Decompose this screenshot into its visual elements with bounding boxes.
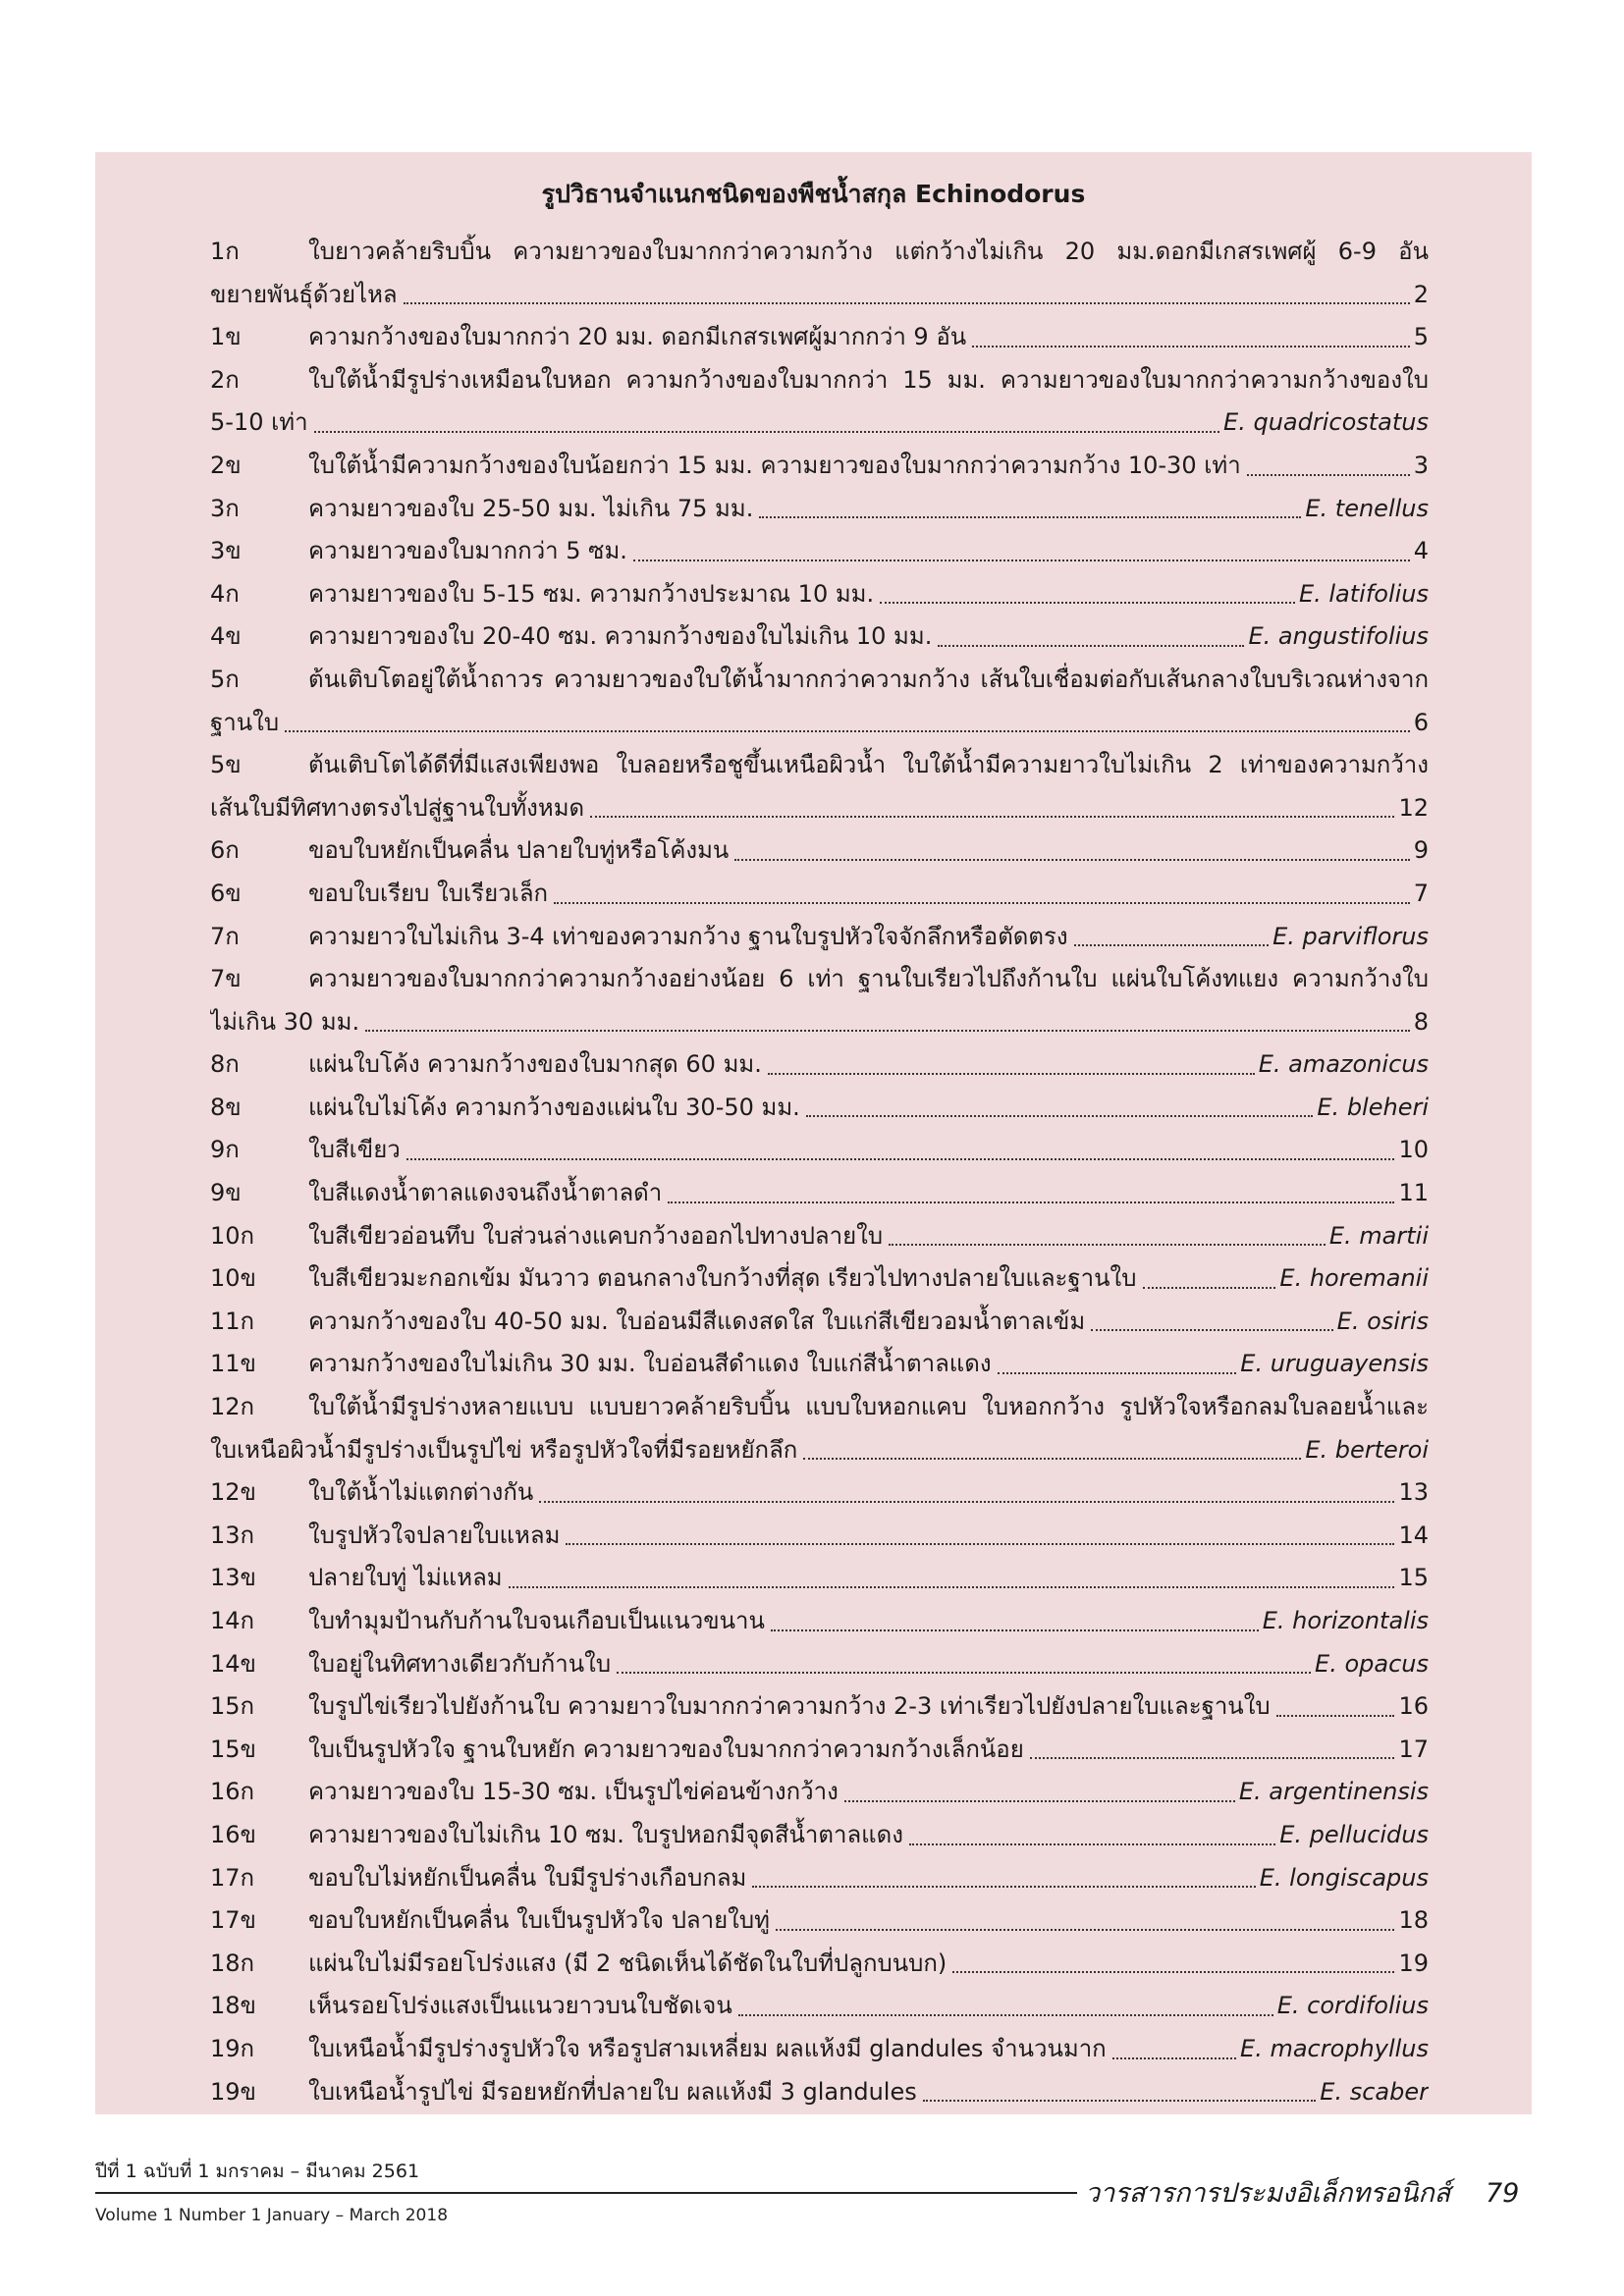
dot-leader xyxy=(554,873,1410,904)
dot-leader xyxy=(759,488,1301,519)
key-couplet xyxy=(95,1899,1532,1943)
key-couplet xyxy=(95,1343,1532,1386)
species-result: E. tenellus xyxy=(1305,494,1429,522)
dot-leader xyxy=(633,530,1410,561)
goto-couplet: 18 xyxy=(1398,1906,1429,1935)
key-couplet xyxy=(95,359,1532,445)
key-couplet xyxy=(95,2071,1532,2114)
identification-key-box xyxy=(95,152,1532,2114)
dot-leader xyxy=(738,1985,1273,2016)
couplet-description: ใบสีแดงน้ำตาลแดงจนถึงน้ำตาลดำ xyxy=(308,1179,663,1207)
key-couplet xyxy=(95,1814,1532,1857)
couplet-number: 10ข xyxy=(210,1264,256,1293)
couplet-description: ความกว้างของใบมากกว่า 20 มม. ดอกมีเกสรเพศผู้มากกว่า 9 อัน xyxy=(308,323,967,351)
goto-couplet: 9 xyxy=(1413,836,1429,865)
dot-leader xyxy=(972,316,1410,347)
goto-couplet: 10 xyxy=(1398,1136,1429,1164)
couplet-number: 9ข xyxy=(210,1179,242,1207)
couplet-number: 12ก xyxy=(210,1393,255,1421)
goto-couplet: 5 xyxy=(1413,323,1429,351)
couplet-description: ความยาวใบไม่เกิน 3-4 เท่าของความกว้าง ฐานใบรูปหัวใจจักลึกหรือตัดตรง xyxy=(308,922,1068,950)
key-couplet xyxy=(95,1471,1532,1515)
couplet-description: ความกว้างของใบไม่เกิน 30 มม. ใบอ่อนสีดำแดง ใบแก่สีน้ำตาลแดง xyxy=(308,1350,992,1378)
couplet-description: ความยาวของใบมากกว่า 5 ซม. xyxy=(308,537,627,565)
couplet-description: ใบเหนือน้ำมีรูปร่างรูปหัวใจ หรือรูปสามเหลี่ยม ผลแห้งมี glandules จำนวนมาก xyxy=(308,2034,1107,2062)
couplet-number: 18ข xyxy=(210,1992,256,2020)
couplet-description-continued: ใบเหนือผิวน้ำมีรูปร่างเป็นรูปไข่ หรือรูปหัวใจที่มีรอยหยักลึก xyxy=(210,1435,798,1464)
couplet-description: ต้นเติบโตอยู่ใต้น้ำถาวร ความยาวของใบใต้น้ำมากกว่าความกว้าง เส้นใบเชื่อมต่อกับเส้นกลางใบบริเวณห่างจาก xyxy=(308,665,1429,693)
dot-leader xyxy=(880,573,1295,605)
key-couplet xyxy=(95,445,1532,488)
couplet-description: ปลายใบทู่ ไม่แหลม xyxy=(308,1564,503,1592)
dot-leader xyxy=(1030,1729,1395,1760)
species-result: E. martii xyxy=(1328,1221,1429,1250)
species-result: E. quadricostatus xyxy=(1223,408,1429,437)
couplet-description: ใบเป็นรูปหัวใจ ฐานใบหยัก ความยาวของใบมากกว่าความกว้างเล็กน้อย xyxy=(308,1735,1024,1763)
key-couplet xyxy=(95,1985,1532,2028)
couplet-number: 11ข xyxy=(210,1350,256,1378)
page-number: 79 xyxy=(1486,2178,1520,2209)
key-couplet xyxy=(95,1215,1532,1258)
issue-thai: ปีที่ 1 ฉบับที่ 1 มกราคม – มีนาคม 2561 xyxy=(95,2161,420,2182)
dot-leader xyxy=(509,1557,1395,1588)
couplet-number: 8ก xyxy=(210,1050,240,1079)
couplet-description: ใบสีเขียว xyxy=(308,1136,401,1164)
couplet-description: ใบสีเขียวอ่อนทึบ ใบส่วนล่างแคบกว้างออกไปทางปลายใบ xyxy=(308,1221,884,1250)
couplet-description: ความยาวของใบไม่เกิน 10 ซม. ใบรูปหอกมีจุดสีน้ำตาลแดง xyxy=(308,1820,903,1848)
key-couplet xyxy=(95,1771,1532,1814)
dot-leader xyxy=(365,1001,1410,1033)
couplet-description-continued: ฐานใบ xyxy=(210,708,280,736)
species-result: E. bleheri xyxy=(1317,1093,1429,1121)
goto-couplet: 4 xyxy=(1413,537,1429,565)
couplet-number: 7ข xyxy=(210,965,242,993)
couplet-number: 4ข xyxy=(210,622,242,651)
couplet-description: ความยาวของใบ 15-30 ซม. เป็นรูปไข่ค่อนข้างกว้าง xyxy=(308,1778,839,1806)
key-couplet xyxy=(95,316,1532,359)
couplet-number: 2ข xyxy=(210,451,242,479)
couplet-description: ใบอยู่ในทิศทางเดียวกับก้านใบ xyxy=(308,1649,612,1678)
dot-leader xyxy=(668,1172,1394,1203)
dot-leader xyxy=(539,1471,1394,1503)
couplet-description: แผ่นใบไม่โค้ง ความกว้างของแผ่นใบ 30-50 มม. xyxy=(308,1093,800,1121)
goto-couplet: 12 xyxy=(1398,793,1429,822)
species-result: E. parviflorus xyxy=(1272,922,1429,950)
dot-leader xyxy=(314,401,1219,433)
couplet-description: ใบใต้น้ำไม่แตกต่างกัน xyxy=(308,1478,534,1507)
dot-leader xyxy=(771,1600,1259,1631)
couplet-number: 15ก xyxy=(210,1692,255,1721)
dot-leader xyxy=(1143,1257,1276,1289)
couplet-number: 1ข xyxy=(210,323,242,351)
couplet-description: ความยาวของใบ 20-40 ซม. ความกว้างของใบไม่เกิน 10 มม. xyxy=(308,622,933,651)
key-couplet xyxy=(95,1557,1532,1600)
species-result: E. scaber xyxy=(1320,2077,1429,2106)
couplet-description: ใบใต้น้ำมีความกว้างของใบน้อยกว่า 15 มม. ความยาวของใบมากกว่าความกว้าง 10-30 เท่า xyxy=(308,451,1241,479)
goto-couplet: 8 xyxy=(1413,1007,1429,1036)
goto-couplet: 3 xyxy=(1413,451,1429,479)
key-couplet xyxy=(95,1172,1532,1215)
key-couplet xyxy=(95,530,1532,573)
key-couplet xyxy=(95,916,1532,959)
couplet-number: 11ก xyxy=(210,1307,255,1335)
dot-leader xyxy=(285,702,1410,733)
key-couplet xyxy=(95,1043,1532,1087)
couplet-description-continued: เส้นใบมีทิศทางตรงไปสู่ฐานใบทั้งหมด xyxy=(210,793,585,822)
dot-leader xyxy=(734,829,1409,861)
couplet-number: 6ข xyxy=(210,879,242,907)
species-result: E. angustifolius xyxy=(1248,622,1429,651)
goto-couplet: 11 xyxy=(1398,1179,1429,1207)
dot-leader xyxy=(617,1643,1311,1675)
key-couplet xyxy=(95,231,1532,316)
dot-leader xyxy=(1112,2028,1236,2059)
dot-leader xyxy=(909,1814,1275,1845)
couplet-description: แผ่นใบโค้ง ความกว้างของใบมากสุด 60 มม. xyxy=(308,1050,762,1079)
key-couplet xyxy=(95,1857,1532,1900)
dot-leader xyxy=(1247,445,1410,476)
dot-leader xyxy=(406,1129,1395,1160)
species-result: E. opacus xyxy=(1315,1649,1429,1678)
couplet-description: แผ่นใบไม่มีรอยโปร่งแสง (มี 2 ชนิดเห็นได้ชัดในใบที่ปลูกบนบก) xyxy=(308,1949,947,1977)
couplet-number: 1ก xyxy=(210,238,240,265)
key-couplet xyxy=(95,1515,1532,1558)
key-couplet xyxy=(95,488,1532,531)
couplet-description: ความยาวของใบ 25-50 มม. ไม่เกิน 75 มม. xyxy=(308,494,754,522)
dot-leader xyxy=(803,1429,1301,1461)
dot-leader xyxy=(889,1215,1326,1247)
couplet-description: ความยาวของใบมากกว่าความกว้างอย่างน้อย 6 เท่า ฐานใบเรียวไปถึงก้านใบ แผ่นใบโค้งทแยง ความกว้างใบ xyxy=(308,965,1429,993)
couplet-description: ความกว้างของใบ 40-50 มม. ใบอ่อนมีสีแดงสดใส ใบแก่สีเขียวอมน้ำตาลเข้ม xyxy=(308,1307,1086,1335)
couplet-description: ใบสีเขียวมะกอกเข้ม มันวาว ตอนกลางใบกว้างที่สุด เรียวไปทางปลายใบและฐานใบ xyxy=(308,1264,1137,1293)
couplet-number: 3ก xyxy=(210,494,240,522)
species-result: E. longiscapus xyxy=(1259,1863,1429,1892)
couplet-number: 3ข xyxy=(210,537,242,565)
couplet-description: ขอบใบหยักเป็นคลื่น ปลายใบทู่หรือโค้งมน xyxy=(308,836,730,865)
key-couplet xyxy=(95,829,1532,873)
couplet-description: ใบรูปไข่เรียวไปยังก้านใบ ความยาวใบมากกว่าความกว้าง 2-3 เท่าเรียวไปยังปลายใบและฐานใบ xyxy=(308,1692,1271,1721)
species-result: E. horemanii xyxy=(1279,1264,1429,1293)
key-couplet xyxy=(95,1257,1532,1301)
species-result: E. latifolius xyxy=(1298,579,1429,608)
dot-leader xyxy=(768,1043,1255,1075)
key-couplet xyxy=(95,873,1532,916)
goto-couplet: 16 xyxy=(1398,1692,1429,1721)
goto-couplet: 2 xyxy=(1413,280,1429,308)
couplet-description: เห็นรอยโปร่งแสงเป็นแนวยาวบนใบชัดเจน xyxy=(308,1992,732,2020)
couplet-number: 14ก xyxy=(210,1607,255,1634)
dot-leader xyxy=(1276,1685,1395,1717)
couplet-description: ใบรูปหัวใจปลายใบแหลม xyxy=(308,1521,561,1549)
dot-leader xyxy=(566,1515,1394,1546)
goto-couplet: 19 xyxy=(1398,1949,1429,1977)
couplet-number: 10ก xyxy=(210,1221,255,1250)
dot-leader xyxy=(844,1771,1235,1802)
species-result: E. uruguayensis xyxy=(1240,1350,1429,1378)
species-result: E. argentinensis xyxy=(1238,1778,1429,1806)
key-couplet xyxy=(95,1386,1532,1471)
dot-leader xyxy=(1091,1301,1333,1332)
key-couplet xyxy=(95,1129,1532,1172)
couplet-number: 18ก xyxy=(210,1949,255,1977)
couplet-description: ใบเหนือน้ำรูปไข่ มีรอยหยักที่ปลายใบ ผลแห้งมี 3 glandules xyxy=(308,2077,917,2106)
goto-couplet: 7 xyxy=(1413,879,1429,907)
key-couplet xyxy=(95,1943,1532,1986)
couplet-description-continued: ขยายพันธุ์ด้วยไหล xyxy=(210,280,398,308)
key-couplets xyxy=(95,231,1532,2113)
species-result: E. macrophyllus xyxy=(1240,2034,1429,2062)
species-result: E. osiris xyxy=(1336,1307,1429,1335)
goto-couplet: 17 xyxy=(1398,1735,1429,1763)
couplet-number: 13ข xyxy=(210,1564,256,1592)
couplet-number: 17ข xyxy=(210,1906,256,1935)
couplet-number: 19ข xyxy=(210,2077,256,2106)
key-couplet xyxy=(95,573,1532,616)
dot-leader xyxy=(752,1857,1255,1889)
couplet-description: ขอบใบหยักเป็นคลื่น ใบเป็นรูปหัวใจ ปลายใบทู่ xyxy=(308,1906,770,1935)
goto-couplet: 6 xyxy=(1413,708,1429,736)
dot-leader xyxy=(590,787,1394,819)
dot-leader xyxy=(952,1943,1394,1974)
couplet-description: ใบใต้น้ำมีรูปร่างหลายแบบ แบบยาวคล้ายริบบิ้น แบบใบหอกแคบ ใบหอกกว้าง รูปหัวใจหรือกลมใบลอยน้ำและ xyxy=(308,1393,1429,1421)
couplet-description-continued: ไม่เกิน 30 มม. xyxy=(210,1007,360,1036)
key-couplet xyxy=(95,1600,1532,1643)
goto-couplet: 15 xyxy=(1398,1564,1429,1592)
couplet-number: 2ก xyxy=(210,365,240,394)
couplet-number: 14ข xyxy=(210,1649,256,1678)
species-result: E. amazonicus xyxy=(1258,1050,1429,1079)
goto-couplet: 13 xyxy=(1398,1478,1429,1507)
couplet-description: ใบใต้น้ำมีรูปร่างเหมือนใบหอก ความกว้างของใบมากกว่า 15 มม. ความยาวของใบมากกว่าความกว้างของใบ xyxy=(308,365,1429,394)
couplet-number: 8ข xyxy=(210,1093,242,1121)
couplet-description: ขอบใบเรียบ ใบเรียวเล็ก xyxy=(308,879,549,907)
couplet-number: 17ก xyxy=(210,1863,255,1892)
key-title: รูปวิธานจำแนกชนิดของพืชน้ำสกุล Echinodorus xyxy=(541,180,1086,208)
dot-leader xyxy=(998,1343,1237,1374)
couplet-number: 5ก xyxy=(210,665,240,693)
couplet-number: 13ก xyxy=(210,1521,255,1549)
couplet-description: ขอบใบไม่หยักเป็นคลื่น ใบมีรูปร่างเกือบกลม xyxy=(308,1863,747,1892)
key-couplet xyxy=(95,1685,1532,1729)
key-couplet xyxy=(95,1643,1532,1686)
dot-leader xyxy=(938,615,1244,647)
dot-leader xyxy=(923,2071,1317,2103)
couplet-number: 15ข xyxy=(210,1735,256,1763)
key-couplet xyxy=(95,1729,1532,1772)
couplet-description: ใบยาวคล้ายริบบิ้น ความยาวของใบมากกว่าความกว้าง แต่กว้างไม่เกิน 20 มม.ดอกมีเกสรเพศผู้ 6-9 อัน xyxy=(308,238,1429,265)
key-couplet xyxy=(95,2028,1532,2071)
couplet-number: 4ก xyxy=(210,579,240,608)
species-result: E. berteroi xyxy=(1305,1435,1429,1464)
species-result: E. cordifolius xyxy=(1276,1992,1429,2020)
couplet-number: 6ก xyxy=(210,836,240,865)
footer-rule xyxy=(95,2192,1077,2194)
dot-leader xyxy=(806,1087,1314,1118)
couplet-number: 19ก xyxy=(210,2034,255,2062)
species-result: E. pellucidus xyxy=(1279,1820,1429,1848)
couplet-description: ใบทำมุมป้านกับก้านใบจนเกือบเป็นแนวขนาน xyxy=(308,1607,765,1634)
dot-leader xyxy=(1074,916,1270,947)
couplet-number: 9ก xyxy=(210,1136,240,1164)
couplet-number: 16ข xyxy=(210,1820,256,1848)
dot-leader xyxy=(776,1899,1395,1931)
key-couplet xyxy=(95,1301,1532,1344)
couplet-number: 7ก xyxy=(210,922,240,950)
dot-leader xyxy=(404,274,1410,305)
couplet-description: ความยาวของใบ 5-15 ซม. ความกว้างประมาณ 10 มม. xyxy=(308,579,875,608)
goto-couplet: 14 xyxy=(1398,1521,1429,1549)
couplet-number: 16ก xyxy=(210,1778,255,1806)
key-couplet xyxy=(95,615,1532,659)
couplet-number: 12ข xyxy=(210,1478,256,1507)
couplet-description-continued: 5-10 เท่า xyxy=(210,408,308,437)
key-couplet xyxy=(95,958,1532,1043)
key-couplet xyxy=(95,1087,1532,1130)
issue-english: Volume 1 Number 1 January – March 2018 xyxy=(95,2206,449,2225)
key-couplet xyxy=(95,659,1532,744)
journal-name: วารสารการประมงอิเล็กทรอนิกส์ xyxy=(1085,2178,1451,2209)
couplet-description: ต้นเติบโตได้ดีที่มีแสงเพียงพอ ใบลอยหรือชูขึ้นเหนือผิวน้ำ ใบใต้น้ำมีความยาวใบไม่เกิน 2 เท่าของความกว้าง xyxy=(308,751,1429,779)
species-result: E. horizontalis xyxy=(1262,1607,1429,1634)
key-couplet xyxy=(95,744,1532,829)
couplet-number: 5ข xyxy=(210,751,242,779)
